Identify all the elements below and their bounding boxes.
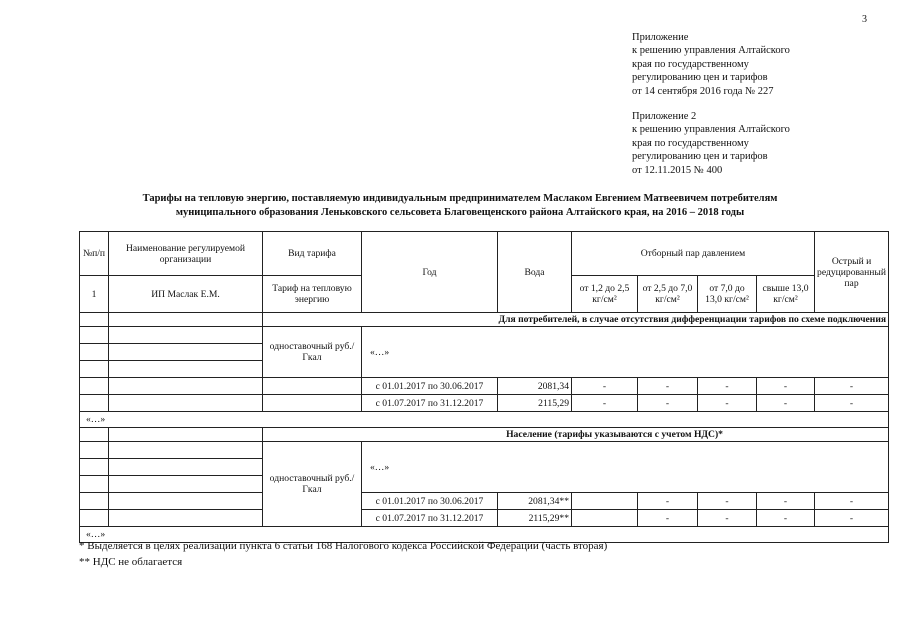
- row-tariff-type: Тариф на тепловую энергию: [263, 276, 362, 313]
- annex-line: регулированию цен и тарифов: [632, 72, 768, 84]
- footnote-1: * Выделяется в целях реализации пункта 6 статьи 168 Налогового кодекса Российской Федерации (часть вторая): [79, 540, 608, 552]
- value-cell: -: [572, 378, 638, 395]
- section-2-title: Население (тарифы указываются с учетом НДС)*: [263, 428, 889, 442]
- table-row: [80, 493, 889, 510]
- section-1-tariff: одноставочный руб./Гкал: [263, 327, 362, 378]
- header-steam-col-4: свыше 13,0 кг/см²: [757, 276, 815, 313]
- annex-line: от 14 сентября 2016 года № 227: [632, 85, 774, 97]
- ellipsis-row: [80, 412, 889, 428]
- value-cell: -: [638, 510, 698, 527]
- period-cell: с 01.01.2017 по 30.06.2017: [362, 493, 498, 510]
- period-cell: с 01.01.2017 по 30.06.2017: [362, 378, 498, 395]
- header-sharp-steam: Острый и редуцированный пар: [815, 232, 889, 313]
- value-cell: -: [698, 378, 757, 395]
- row-num: 1: [80, 276, 109, 313]
- ellipsis-cell: «…»: [80, 527, 889, 543]
- value-cell: -: [757, 510, 815, 527]
- water-cell: 2115,29: [498, 395, 572, 412]
- value-cell: -: [698, 395, 757, 412]
- annex-line: края по государственному: [632, 137, 749, 149]
- document-title: [60, 192, 860, 220]
- table-row: [80, 378, 889, 395]
- ellipsis-cell: «…»: [80, 412, 889, 428]
- header-steam: Отборный пар давлением: [572, 232, 815, 276]
- water-cell: 2115,29**: [498, 510, 572, 527]
- header-tariff-type: Вид тарифа: [263, 232, 362, 276]
- footnote-2: ** НДС не облагается: [79, 556, 183, 568]
- header-steam-col-3: от 7,0 до 13,0 кг/см²: [698, 276, 757, 313]
- annex-line: Приложение: [632, 32, 689, 43]
- header-steam-col-2: от 2,5 до 7,0 кг/см²: [638, 276, 698, 313]
- value-cell: -: [757, 493, 815, 510]
- annex-line: регулированию цен и тарифов: [632, 151, 768, 163]
- row-org: ИП Маслак Е.М.: [109, 276, 263, 313]
- annex-line: от 12.11.2015 № 400: [632, 164, 723, 176]
- value-cell: -: [815, 378, 889, 395]
- value-cell: -: [815, 493, 889, 510]
- value-cell: [572, 510, 638, 527]
- section-2-ellipsis: «…»: [362, 442, 889, 493]
- page-number: 3: [862, 14, 867, 25]
- table-row: [80, 442, 889, 459]
- tariff-table: [79, 231, 889, 543]
- section-2-tariff: одноставочный руб./Гкал: [263, 442, 362, 527]
- value-cell: -: [698, 493, 757, 510]
- header-year: Год: [362, 232, 498, 313]
- value-cell: -: [638, 378, 698, 395]
- title-line-1: Тарифы на тепловую энергию, поставляемую индивидуальным предпринимателем Маслаком Евгением Матвеевичем потребителям: [142, 193, 778, 204]
- annex-note-1: [632, 31, 790, 98]
- water-cell: 2081,34: [498, 378, 572, 395]
- section-row: [80, 428, 889, 442]
- period-cell: с 01.07.2017 по 31.12.2017: [362, 510, 498, 527]
- value-cell: -: [815, 395, 889, 412]
- period-cell: с 01.07.2017 по 31.12.2017: [362, 395, 498, 412]
- value-cell: -: [638, 493, 698, 510]
- table-row: [80, 395, 889, 412]
- header-water: Вода: [498, 232, 572, 313]
- title-line-2: муниципального образования Леньковского сельсовета Благовещенского района Алтайского края, на 2016 – 2018 годы: [175, 207, 745, 218]
- annex-line: к решению управления Алтайского: [632, 124, 790, 136]
- value-cell: -: [815, 510, 889, 527]
- value-cell: [572, 493, 638, 510]
- header-row: [80, 232, 889, 276]
- value-cell: -: [572, 395, 638, 412]
- table-row: [80, 327, 889, 344]
- value-cell: -: [698, 510, 757, 527]
- header-steam-col-1: от 1,2 до 2,5 кг/см²: [572, 276, 638, 313]
- water-cell: 2081,34**: [498, 493, 572, 510]
- annex-note-2: [632, 110, 790, 177]
- header-num: №п/п: [80, 232, 109, 276]
- section-1-title: Для потребителей, в случае отсутствия дифференциации тарифов по схеме подключения: [263, 313, 889, 327]
- annex-line: к решению управления Алтайского: [632, 45, 790, 57]
- section-row: [80, 313, 889, 327]
- value-cell: -: [757, 395, 815, 412]
- annex-line: края по государственному: [632, 58, 749, 70]
- header-org: Наименование регулируемой организации: [109, 232, 263, 276]
- value-cell: -: [757, 378, 815, 395]
- annex-line: Приложение 2: [632, 111, 697, 122]
- section-1-ellipsis: «…»: [362, 327, 889, 378]
- value-cell: -: [638, 395, 698, 412]
- table-row: [80, 510, 889, 527]
